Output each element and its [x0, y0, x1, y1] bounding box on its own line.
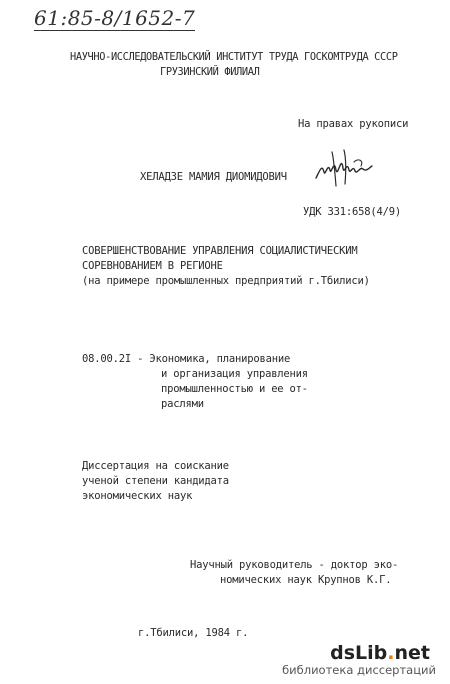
dslib-watermark-subtitle: библиотека диссертаций: [282, 663, 436, 677]
title-line-2: СОРЕВНОВАНИЕМ В РЕГИОНЕ: [82, 260, 223, 272]
specialty-line-4: раслями: [161, 398, 204, 410]
dissertation-line-1: Диссертация на соискание: [82, 460, 229, 472]
supervisor-line-1: Научный руководитель - доктор эко-: [190, 559, 399, 571]
logo-main: dsLib: [330, 642, 388, 664]
manuscript-rights-note: На правах рукописи: [298, 118, 409, 130]
logo-tld: net: [394, 642, 430, 664]
author-signature: [314, 144, 374, 192]
supervisor-line-2: номических наук Крупнов К.Г.: [220, 574, 392, 586]
institute-name: НАУЧНО-ИССЛЕДОВАТЕЛЬСКИЙ ИНСТИТУТ ТРУДА ГОСКОМТРУДА СССР: [70, 51, 398, 63]
title-line-3: (на примере промышленных предприятий г.Тбилиси): [82, 275, 370, 287]
city-year: г.Тбилиси, 1984 г.: [138, 627, 249, 639]
branch-name: ГРУЗИНСКИЙ ФИЛИАЛ: [160, 66, 260, 78]
specialty-line-3: промышленностью и ее от-: [161, 383, 308, 395]
logo-dot: .: [387, 642, 395, 664]
dissertation-line-3: экономических наук: [82, 490, 193, 502]
specialty-line-2: и организация управления: [161, 368, 308, 380]
dslib-watermark-logo: [330, 642, 430, 664]
archive-number: 61:85-8/1652-7: [34, 6, 196, 30]
specialty-line-1: 08.00.2I - Экономика, планирование: [82, 353, 291, 365]
author-name: ХЕЛАДЗЕ МАМИЯ ДИОМИДОВИЧ: [140, 171, 287, 183]
udc-code: УДК 331:658(4/9): [303, 206, 401, 218]
dissertation-line-2: ученой степени кандидата: [82, 475, 229, 487]
title-line-1: СОВЕРШЕНСТВОВАНИЕ УПРАВЛЕНИЯ СОЦИАЛИСТИЧЕСКИМ: [82, 245, 358, 257]
